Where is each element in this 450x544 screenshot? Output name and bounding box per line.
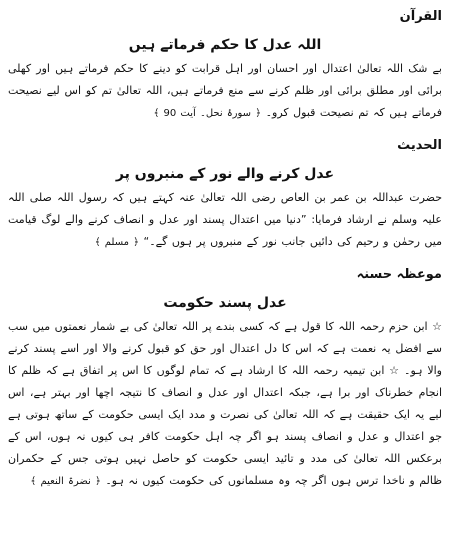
hadith-reference: ﴿ مسلم ﴾ [94, 237, 140, 248]
quran-verse-body: بے شک اللہ تعالیٰ اعتدال اور احسان اور اہل قرابت کو دینے کا حکم فرماتے ہیں اور کھلی برائی اور مطلق برائی اور ظلم کرنے سے منع فرماتے ہیں، اللہ تعالیٰ تم کو اس لیے نصیحت فرماتے ہیں کہ تم نصیحت قبول کرو۔ [8, 62, 442, 119]
hadith-heading: عدل کرنے والے نور کے منبروں پر [115, 166, 335, 182]
mauiza-body: ☆ ابن حزم رحمہ اللہ کا قول ہے کہ کسی بندے پر اللہ تعالیٰ کی بے شمار نعمتوں میں سب سے افضل یہ نعمت ہے کہ اس کا دل اعتدال اور حق کو قبول کرنے والا اور اسے پسند کرنے والا ہو۔ ☆ ابن تیمیہ رحمہ اللہ کا ارشاد ہے کہ تمام لوگوں کا اس پر اتفاق ہے کہ ظلم کا انجام خطرناک اور برا ہے، جبکہ اعتدال اور عدل و انصاف کا نتیجہ اچھا اور بہتر ہے، اس لیے یہ ایک حقیقت ہے کہ اللہ تعالیٰ کی نصرت و مدد ایک ایسی حکومت کے ساتھ ہوتی ہے جو اعتدال و عدل و انصاف پسند ہو اگر چہ اہل حکومت کافر ہی کیوں نہ ہوں، اس کے برعکس اللہ تعالیٰ کی مدد و تائید ایسی حکومت کو حاصل نہیں ہوتی جس کے حکمران ظالم و ناخدا ترس ہوں اگر چہ وہ مسلمانوں کی حکومت کیوں نہ ہو۔ [8, 320, 442, 487]
mauiza-text [8, 316, 442, 493]
mauiza-heading: عدل پسند حکومت [163, 295, 287, 311]
hadith-body: حضرت عبداللہ بن عمر بن العاص رضی اللہ تعالیٰ عنہ کہتے ہیں کہ رسول اللہ صلی اللہ علیہ وسلم نے ارشاد فرمایا: ”دنیا میں اعتدال پسند اور عدل و انصاف کرنے والے لوگ قیامت میں رحمٰن و رحیم کی دائیں جانب نور کے منبروں پر ہوں گے۔“ [8, 191, 442, 248]
hadith-section-label: الحدیث [397, 138, 442, 153]
quran-reference: ﴿ سورۂ نحل۔ آیت 90 ﴾ [153, 108, 262, 119]
quran-verse-text [8, 58, 442, 125]
mauiza-reference: ﴿ نضرۃ النعیم ﴾ [30, 476, 101, 487]
hadith-text [8, 187, 442, 254]
mauiza-section-label: موعظہ حسنہ [356, 267, 442, 282]
quran-heading: اللہ عدل کا حکم فرماتے ہیں [128, 37, 322, 53]
quran-section-label: القرآن [399, 9, 442, 24]
